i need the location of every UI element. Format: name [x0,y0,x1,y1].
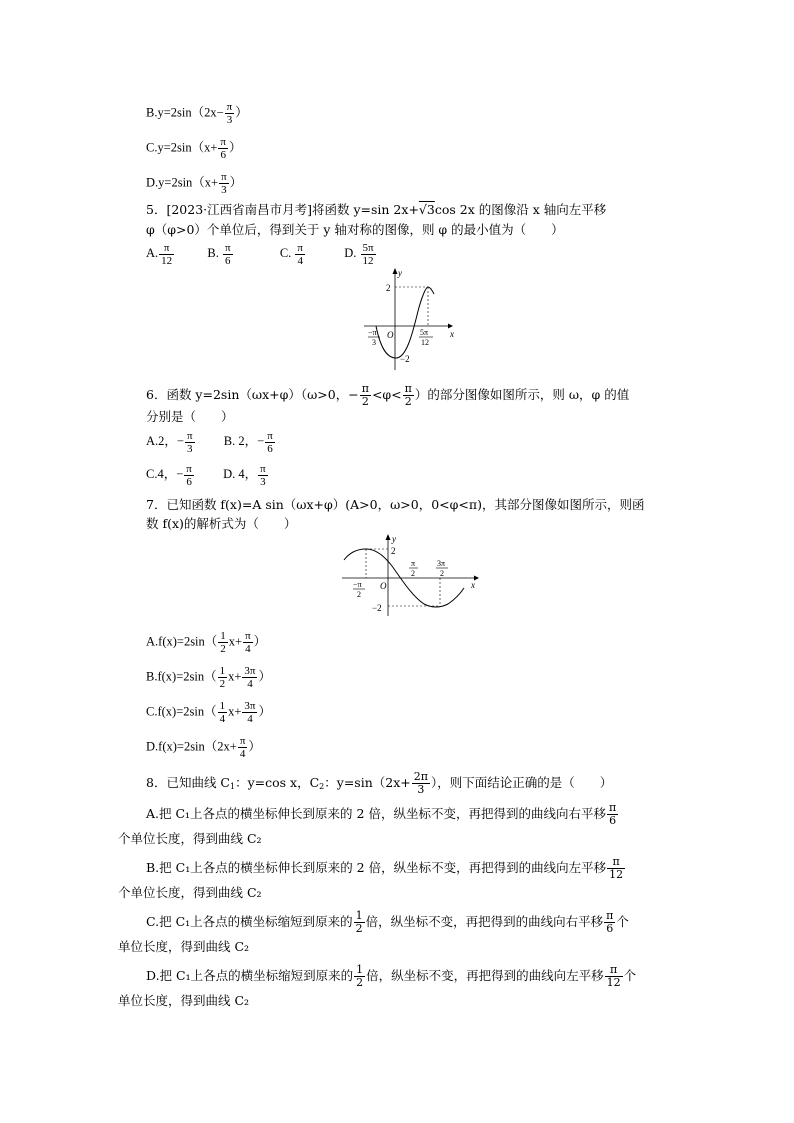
q6-options-row1 [146,430,276,455]
y-axis-arrow-icon [393,268,398,274]
q5-option-d: D. $\frac{5\pi}{12}$ [344,242,374,267]
q6-options-row2 [146,463,269,488]
x-right-den: 12 [421,338,429,347]
x-left-num: −π [353,580,362,589]
origin-label: O [380,581,387,591]
y-min-label: −2 [372,603,382,613]
q8-option-b-line2: 个单位长度，得到曲线 C₂ [118,885,262,900]
x-mid-den: 2 [411,569,415,578]
q4-option-d: D.y=2sin（x+ $\frac{\pi}{3}$ ） [146,171,243,196]
x-right-num: 3π [437,559,446,568]
x-right-num: 5π [420,328,429,337]
q8-option-a-line2: 个单位长度，得到曲线 C₂ [118,831,262,846]
q5-option-b: B. $\frac{\pi}{6}$ [207,242,231,267]
y-max-label: 2 [391,546,396,556]
q5-stem-line1: 5．[2023·江西省南昌市月考]将函数 y=sin 2x+√3cos 2x 的图像沿 x 轴向左平移 [146,202,607,217]
x-left-num: −π [368,328,377,337]
x-mid-num: π [411,559,416,568]
x-axis-arrow-icon [448,324,453,329]
x-left-den: 3 [372,338,376,347]
origin-label: O [387,330,394,340]
q4-option-b: B.y=2sin（2x− $\frac{\pi}{3}$ ） [146,101,248,126]
q7-graph [340,532,480,618]
y-label: y [398,268,402,278]
y-axis-arrow-icon [386,534,391,540]
q8-option-c-line2: 单位长度，得到曲线 C₂ [118,939,250,954]
q7-stem-line1: 7．已知函数 f(x)=A sin（ωx+φ）(A>0，ω>0，0<φ<π)，其部分图像如图所示，则函 [146,497,645,512]
q6-graph [362,266,454,372]
q7-stem-line2: 数 f(x)的解析式为（ ） [146,516,297,531]
q8-option-d-line2: 单位长度，得到曲线 C₂ [118,993,250,1008]
y-label: y [392,534,396,544]
x-left-den: 2 [357,590,361,599]
q8-option-c-line1: C.把 C₁上各点的横坐标缩短到原来的 $\frac{1}{2}$ 倍，纵坐标不变，再把得到的曲线向右平移 $\frac{\pi}{6}$ 个 [146,909,629,935]
x-label: x [471,580,475,590]
q6-option-d: D. 4， $\frac{\pi}{3}$ [223,463,266,488]
q6-option-b: B. 2，− $\frac{\pi}{6}$ [223,430,273,455]
x-label: x [450,329,454,339]
q6-stem-line1: 6．函数 y=2sin（ωx+φ）（ω>0，− $\frac{\pi}{2}$ <φ< $\frac{\pi}{2}$ ）的部分图像如图所示，则 ω，φ 的值 [146,382,630,408]
q7-option-d: D.f(x)=2sin（2x+ $\frac{\pi}{4}$ ） [146,735,261,760]
q4-option-c: C.y=2sin（x+ $\frac{\pi}{6}$ ） [146,136,242,161]
x-right-den: 2 [440,569,444,578]
q8-option-a-line1: A.把 C₁上各点的横坐标伸长到原来的 2 倍，纵坐标不变，再把得到的曲线向右平移 $\frac{\pi}{6}$ [146,801,617,827]
q5-option-a: A. $\frac{\pi}{12}$ [146,242,173,267]
y-min-label: −2 [400,354,410,364]
q5-stem-line2: φ（φ>0）个单位后，得到关于 y 轴对称的图像，则 φ 的最小值为（ ） [146,222,564,237]
q5-options [146,242,377,267]
q7-option-c: C.f(x)=2sin（ $\frac{1}{4}$ x+ $\frac{3\pi}{4}$ ） [146,700,271,725]
y-max-label: 2 [386,283,391,293]
q8-stem: 8．已知曲线 $C_1$：y=cos x，$C_2$：y=sin（2x+ $\frac{2\pi}{3}$ ），则下面结论正确的是（ ） [146,770,613,796]
q7-option-b: B.f(x)=2sin（ $\frac{1}{2}$ x+ $\frac{3\pi}{4}$ ） [146,665,271,690]
q6-stem-line2: 分别是（ ） [146,409,234,424]
q8-option-b-line1: B.把 C₁上各点的横坐标伸长到原来的 2 倍，纵坐标不变，再把得到的曲线向左平移 $\frac{\pi}{12}$ [146,855,624,881]
q6-option-a: A.2，− $\frac{\pi}{3}$ [146,430,193,455]
sine-curve [376,287,434,358]
q8-option-d-line1: D.把 C₁上各点的横坐标缩短到原来的 $\frac{1}{2}$ 倍，纵坐标不变，再把得到的曲线向左平移 $\frac{\pi}{12}$ 个 [146,963,637,989]
q7-option-a: A.f(x)=2sin（ $\frac{1}{2}$ x+ $\frac{\pi}{4}$ ） [146,630,267,655]
q6-option-c: C.4，− $\frac{\pi}{6}$ [146,463,192,488]
q5-option-c: C. $\frac{\pi}{4}$ [279,242,303,267]
